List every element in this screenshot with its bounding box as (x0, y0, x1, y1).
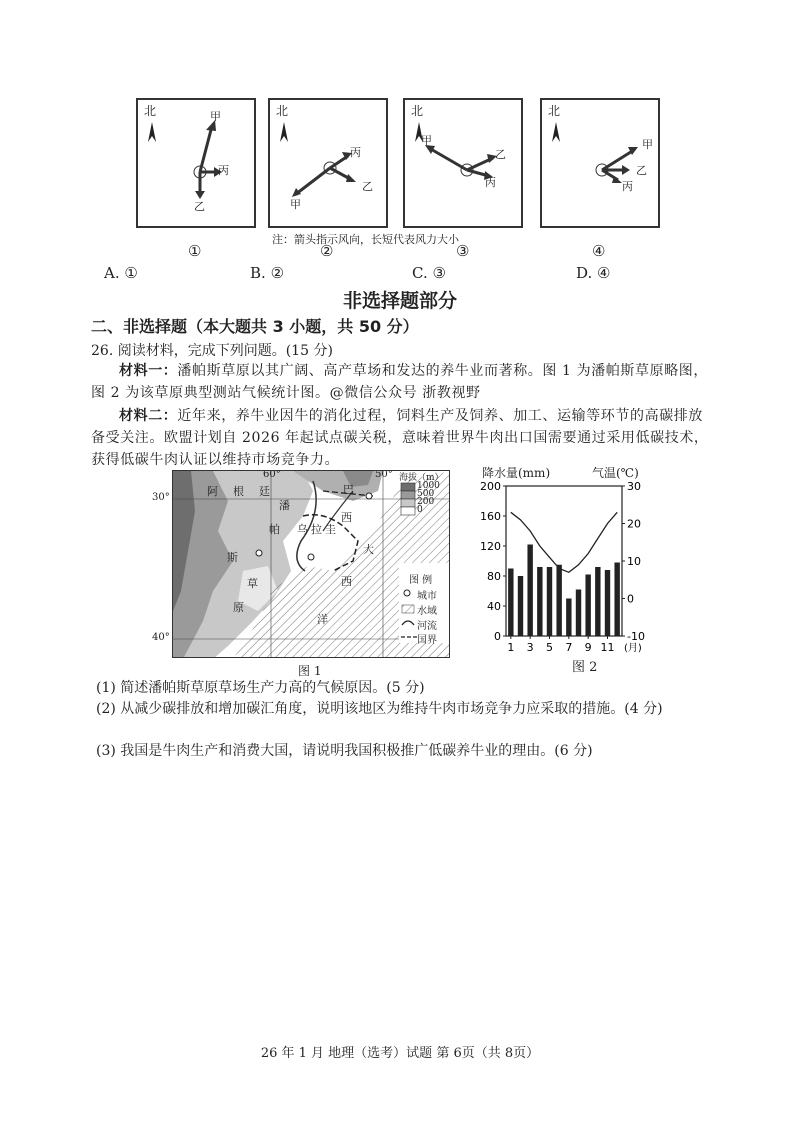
north-label: 北 (276, 104, 289, 118)
map-drawing (173, 471, 450, 658)
material-1 (91, 360, 711, 404)
wind-diagram-2 (270, 100, 390, 230)
north-label: 北 (411, 104, 424, 118)
option-a[interactable] (104, 264, 138, 282)
option-value: ① (124, 264, 138, 282)
option-c[interactable] (412, 264, 446, 282)
wind-panel-3 (403, 98, 523, 228)
precip-bar (518, 576, 523, 636)
sub-question-1: (1) 简述潘帕斯草原草场生产力高的气候原因。(5 分) (96, 680, 425, 696)
temperature-line (511, 512, 617, 572)
option-value: ② (270, 264, 285, 282)
legend-river: 河流 (417, 621, 437, 632)
precip-bar (547, 567, 552, 636)
precip-bar (527, 545, 532, 637)
north-label: 北 (144, 104, 157, 118)
sub-question-2: (2) 从减少碳排放和增加碳汇角度，说明该地区为维持牛肉市场竞争力应采取的措施。(4 分) (96, 701, 663, 717)
place-la: 拉 (311, 523, 322, 536)
material-2-text: 近年来，养牛业因牛的消化过程，饲料生产及饲养、加工、运输等环节的高碳排放备受关注。欧盟计划自 2026 年起试点碳关税，意味着世界牛肉出口国需要通过采用低碳技术，获得低碳牛肉认证以维持市场竞争力。 (91, 408, 709, 468)
place-pan: 潘 (279, 499, 290, 512)
label-jia: 甲 (210, 110, 221, 123)
precip-bar (508, 569, 513, 637)
label-jia: 甲 (642, 138, 653, 151)
left-tick-label: 160 (480, 510, 501, 523)
month-tick-label: 5 (546, 641, 553, 654)
legend-water: 水域 (417, 606, 437, 617)
left-axis-title: 降水量(mm) (482, 466, 551, 480)
right-axis-title: 气温(℃) (592, 466, 639, 480)
wind-panel-1 (136, 98, 256, 228)
precip-bar (556, 565, 561, 636)
material-1-text: 潘帕斯草原以其广阔、高产草场和发达的养牛业而著称。图 1 为潘帕斯草原略图，图 2 为该草原典型测站气候统计图。@微信公众号 浙教视野 (91, 363, 709, 401)
panel-number-3: ③ (456, 242, 470, 260)
right-tick-label: 30 (627, 480, 641, 493)
label-yi: 乙 (495, 148, 506, 161)
month-unit-label: (月) (624, 643, 642, 654)
option-letter: A. (104, 264, 120, 282)
label-bing: 丙 (350, 146, 361, 159)
left-tick-label: 120 (480, 540, 501, 553)
left-tick-label: 0 (494, 630, 501, 643)
place-si: 斯 (227, 551, 238, 564)
place-yuan: 原 (233, 601, 244, 614)
section-title: 非选择题部分 (342, 290, 457, 312)
label-jia: 甲 (421, 134, 432, 147)
option-b[interactable] (250, 264, 284, 282)
plot-frame (506, 486, 622, 636)
place-ba: 巴 (343, 483, 354, 496)
option-letter: B. (250, 264, 266, 282)
lat-label-40: 40° (152, 632, 170, 643)
panel-number-1: ① (188, 242, 202, 260)
wind-panel-4 (540, 98, 660, 228)
panel-number-2: ② (320, 242, 334, 260)
place-gui: 圭 (325, 523, 336, 536)
option-letter: C. (412, 264, 428, 282)
place-a: 阿 (207, 485, 218, 498)
option-letter: D. (576, 264, 593, 282)
legend-level-1000: 1000 (417, 481, 440, 491)
place-yang: 洋 (317, 613, 328, 626)
precip-bar (605, 570, 610, 636)
lon-label-60: 60° (263, 470, 281, 480)
material-2-label: 材料二： (119, 408, 178, 424)
legend-level-0: 0 (417, 505, 423, 515)
right-tick-label: 10 (627, 555, 641, 568)
right-tick-label: 20 (627, 517, 641, 531)
month-tick-label: 9 (584, 641, 592, 654)
climate-chart (470, 478, 670, 668)
precip-bar (576, 590, 581, 637)
climate-caption: 图 2 (572, 660, 598, 675)
legend-city: 城市 (417, 591, 437, 602)
place-ting: 廷 (259, 485, 270, 498)
right-tick-label: -10 (627, 630, 645, 643)
month-tick-label: 11 (600, 641, 615, 654)
wind-panel-2 (268, 98, 388, 228)
option-value: ③ (432, 264, 446, 282)
left-tick-label: 200 (480, 480, 501, 493)
legend-border: 国界 (417, 635, 437, 646)
wind-diagram-3 (405, 100, 525, 230)
lat-label-30: 30° (152, 492, 170, 503)
legend-heading: 图 例 (409, 575, 433, 586)
precip-bar (566, 599, 571, 637)
place-da: 大 (363, 543, 374, 556)
place-cao: 草 (247, 577, 258, 590)
figure-note: 注：箭头指示风向，长短代表风力大小 (272, 233, 459, 246)
month-tick-label: 3 (526, 641, 534, 654)
sub-question-3: (3) 我国是牛肉生产和消费大国，请说明我国积极推广低碳养牛业的理由。(6 分) (96, 743, 593, 759)
label-jia: 甲 (290, 198, 301, 211)
place-wu: 乌 (297, 523, 308, 536)
left-tick-label: 80 (487, 570, 501, 583)
place-xi: 西 (341, 511, 352, 524)
precip-bar (537, 567, 542, 636)
panel-number-4: ④ (592, 242, 606, 260)
month-tick-label: 1 (507, 641, 515, 654)
precip-bar (585, 575, 590, 637)
legend-level-200: 200 (417, 497, 435, 507)
north-label: 北 (548, 104, 561, 118)
pampas-map (172, 470, 450, 658)
material-1-label: 材料一： (119, 363, 178, 379)
legend-title: 海拔（m） (399, 473, 444, 483)
option-value: ④ (597, 264, 611, 282)
label-yi: 乙 (362, 180, 373, 193)
material-2 (91, 405, 711, 471)
left-tick-label: 40 (487, 600, 501, 613)
place-pa: 帕 (269, 523, 280, 536)
legend-level-500: 500 (417, 489, 435, 499)
page-footer: 26 年 1 月 地理（选考）试题 第 6页（共 8页） (260, 1046, 540, 1061)
place-xi2: 西 (341, 575, 352, 588)
precip-bar (595, 567, 600, 636)
place-gen: 根 (233, 485, 244, 498)
precip-bar (614, 563, 619, 637)
label-yi: 乙 (194, 200, 205, 213)
label-bing: 丙 (218, 164, 229, 177)
section-heading: 二、非选择题（本大题共 3 小题，共 50 分） (91, 317, 419, 336)
month-tick-label: 7 (565, 641, 573, 654)
map-caption: 图 1 (298, 664, 322, 678)
right-tick-label: 0 (627, 592, 634, 606)
lon-label-50: 50° (375, 470, 393, 480)
label-yi: 乙 (636, 164, 647, 177)
question-number: 26. 阅读材料，完成下列问题。(15 分) (91, 343, 333, 359)
label-bing: 丙 (622, 180, 633, 193)
label-bing: 丙 (485, 176, 496, 189)
option-d[interactable] (576, 264, 611, 282)
